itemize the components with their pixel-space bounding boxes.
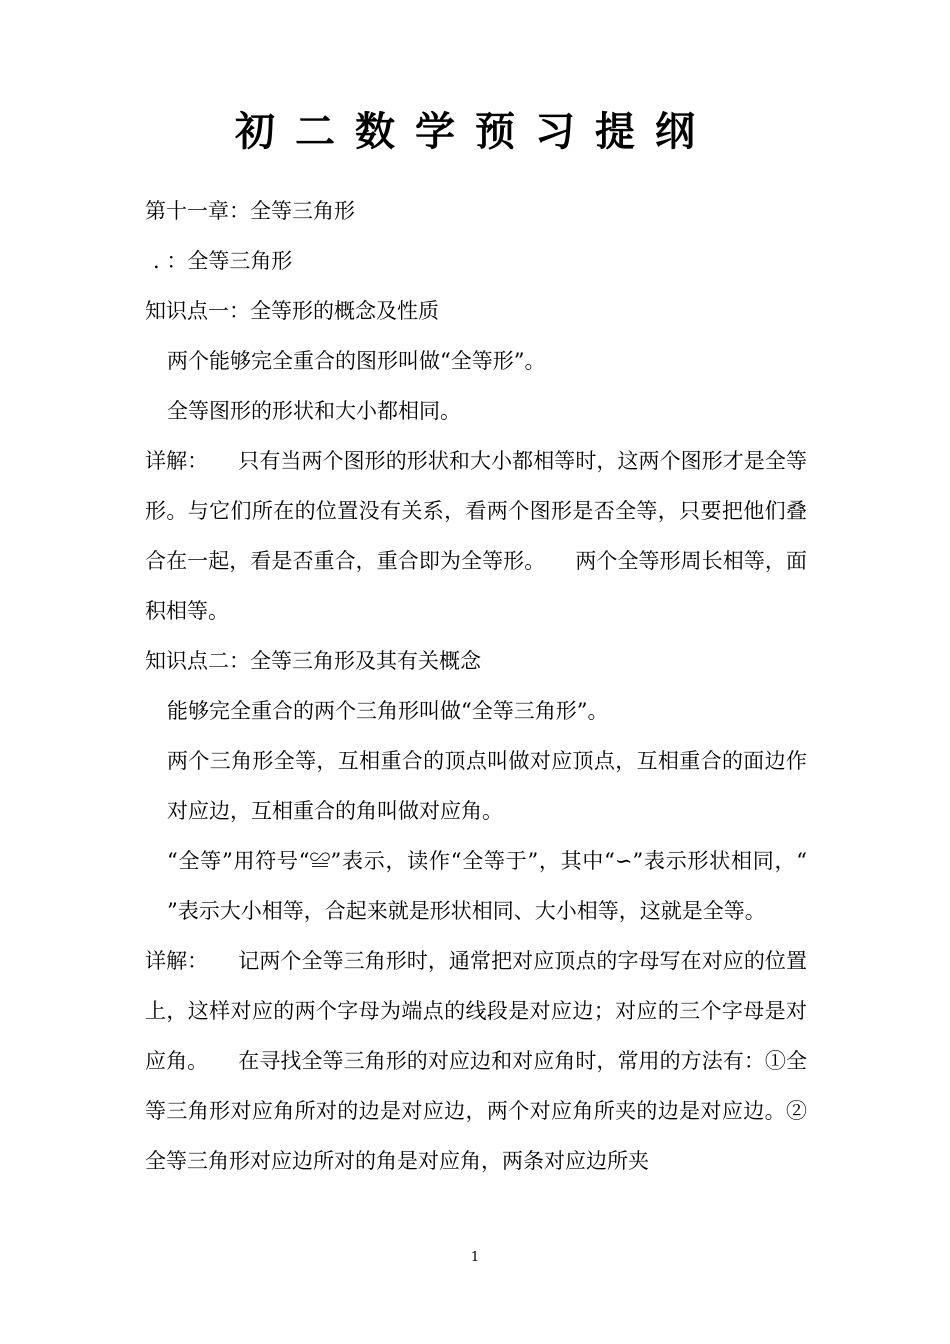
paragraph: 两个三角形全等，互相重合的顶点叫做对应顶点，互相重合的面边作对应边，互相重合的角叫做对应角。 bbox=[167, 749, 807, 823]
knowledge-point-heading: 知识点一：全等形的概念及性质 bbox=[145, 299, 439, 323]
detail-text: 在寻找全等三角形的对应边和对应角时，常用的方法有：①全等三角形对应角所对的边是对应边，两个对应角所夹的边是对应边。②全等三角形对应边所对的角是对应角，两条对应边所夹 bbox=[145, 1049, 808, 1173]
document-body bbox=[145, 186, 807, 1186]
detail-text: 记两个全等三角形时，通常把对应顶点的字母写在对应的位置上，这样对应的两个字母为端点的线段是对应边；对应的三个字母是对应角。 bbox=[145, 949, 808, 1073]
detail-paragraph bbox=[145, 436, 807, 636]
paragraph: “全等”用符号“≌”表示，读作“全等于”，其中“∽”表示形状相同，“ ”表示大小相等，合起来就是形状相同、大小相等，这就是全等。 bbox=[167, 849, 807, 923]
chapter-heading: 第十一章：全等三角形 bbox=[145, 199, 355, 223]
knowledge-point-heading: 知识点二：全等三角形及其有关概念 bbox=[145, 649, 481, 673]
detail-label: 详解： bbox=[145, 449, 209, 473]
document-title: 初二数学预习提纲 bbox=[235, 108, 715, 155]
paragraph: 两个能够完全重合的图形叫做“全等形”。 bbox=[167, 349, 546, 373]
detail-text: 只有当两个图形的形状和大小都相等时，这两个图形才是全等形。与它们所在的位置没有关系，看两个图形是否全等，只要把他们叠合在一起，看是否重合，重合即为全等形。 bbox=[145, 449, 808, 573]
detail-text: 两个全等形周长相等，面积相等。 bbox=[145, 549, 807, 623]
detail-paragraph bbox=[145, 936, 807, 1186]
paragraph: 全等图形的形状和大小都相同。 bbox=[167, 399, 461, 423]
section-heading: . ：全等三角形 bbox=[153, 249, 293, 273]
detail-label: 详解： bbox=[145, 949, 209, 973]
paragraph: 能够完全重合的两个三角形叫做“全等三角形”。 bbox=[167, 699, 609, 723]
page-number: 1 bbox=[470, 1250, 480, 1265]
